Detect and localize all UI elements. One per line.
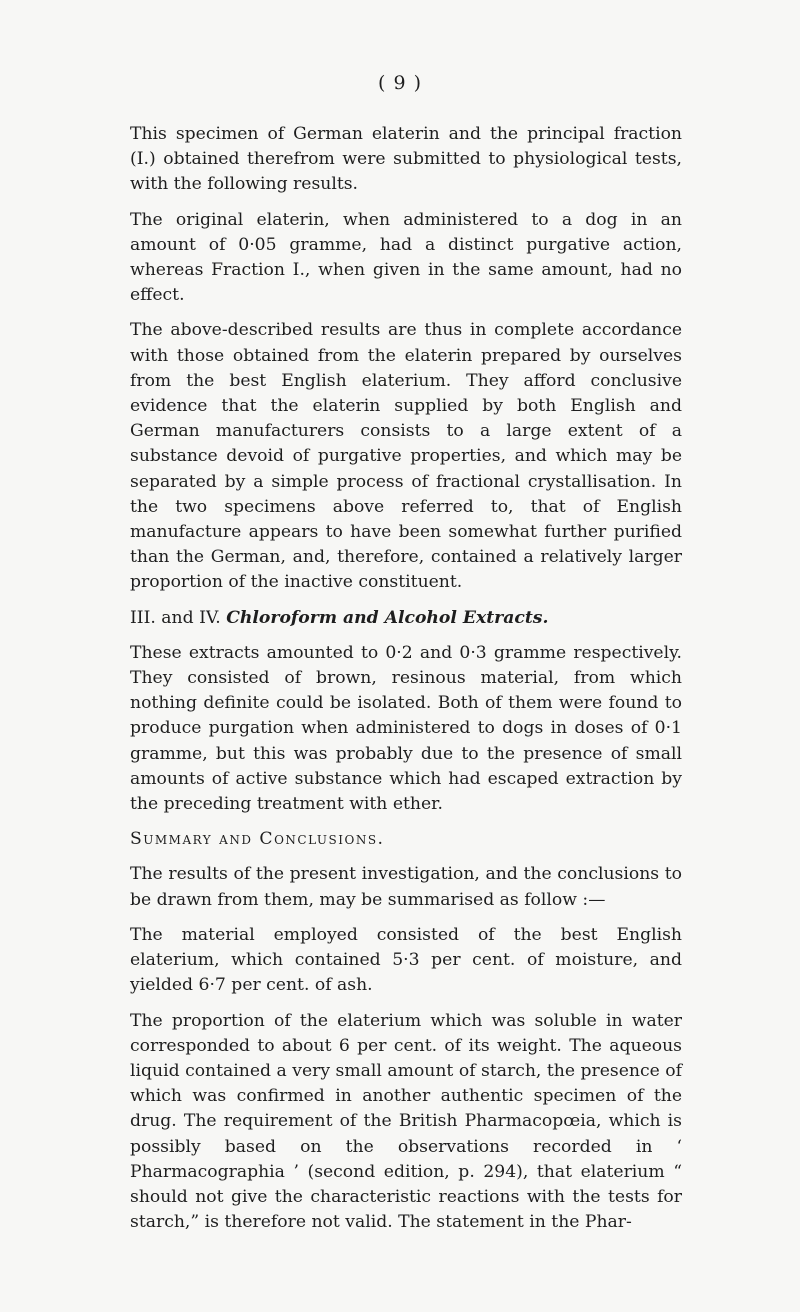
paragraph-extracts: These extracts amounted to 0·2 and 0·3 gramme respectively. They consisted of brown, resinous material, from which nothing definite could be isolated. Both of them were found to produce purgation when administered to dogs in doses of 0·1 gramme, but this was probably due to the presence of small amounts of active substance which had escaped extraction by the preceding treatment with ether.	[130, 642, 682, 815]
paragraph-3: The above-described results are thus in complete accordance with those obtained from the elaterin prepared by ourselves from the best English elaterium. They afford conclusive evidence that the elaterin supplied by both English and German manufacturers consists to a large extent of a substance devoid of purgative properties, and which may be separated by a simple process of fractional crystallisation. In the two specimens above referred to, that of English manufacture appears to have been somewhat further purified than the German, and, therefore, contained a relatively larger proportion of the inactive constituent.	[130, 320, 682, 593]
summary-paragraph-3: The proportion of the elaterium which was soluble in water corresponded to about 6 per cent. of its weight. The aqueous liquid contained a very small amount of starch, the presence of which was confirmed in another authentic specimen of the drug. The requirement of the British Pharmacopœia, which is possibly based on the observations recorded in ‘ Pharmacographia ’ (second edition, p. 294), that elaterium “ should not give the characteristic reactions with the tests for starch,” is therefore not valid. The statement in the Phar-	[130, 1010, 682, 1233]
paragraph-2: The original elaterin, when administered to a dog in an amount of 0·05 gramme, had a distinct purgative action, whereas Fraction I., when given in the same amount, had no effect.	[130, 209, 682, 306]
paragraph-1: This specimen of German elaterin and the principal fraction (I.) obtained therefrom were submitted to physiological tests, with the following results.	[130, 124, 682, 195]
page-number: ( 9 )	[378, 72, 422, 94]
body-text	[130, 122, 682, 1245]
section-heading-extracts	[130, 606, 682, 631]
summary-paragraph-1: The results of the present investigation, and the conclusions to be drawn from them, may be summarised as follow :—	[130, 864, 682, 910]
section-numeral: III. and IV.	[130, 607, 221, 628]
summary-heading: Summary and Conclusions.	[130, 829, 385, 850]
section-title: Chloroform and Alcohol Extracts.	[226, 607, 549, 628]
summary-paragraph-2: The material employed consisted of the best English elaterium, which contained 5·3 per cent. of moisture, and yielded 6·7 per cent. of ash.	[130, 924, 682, 996]
